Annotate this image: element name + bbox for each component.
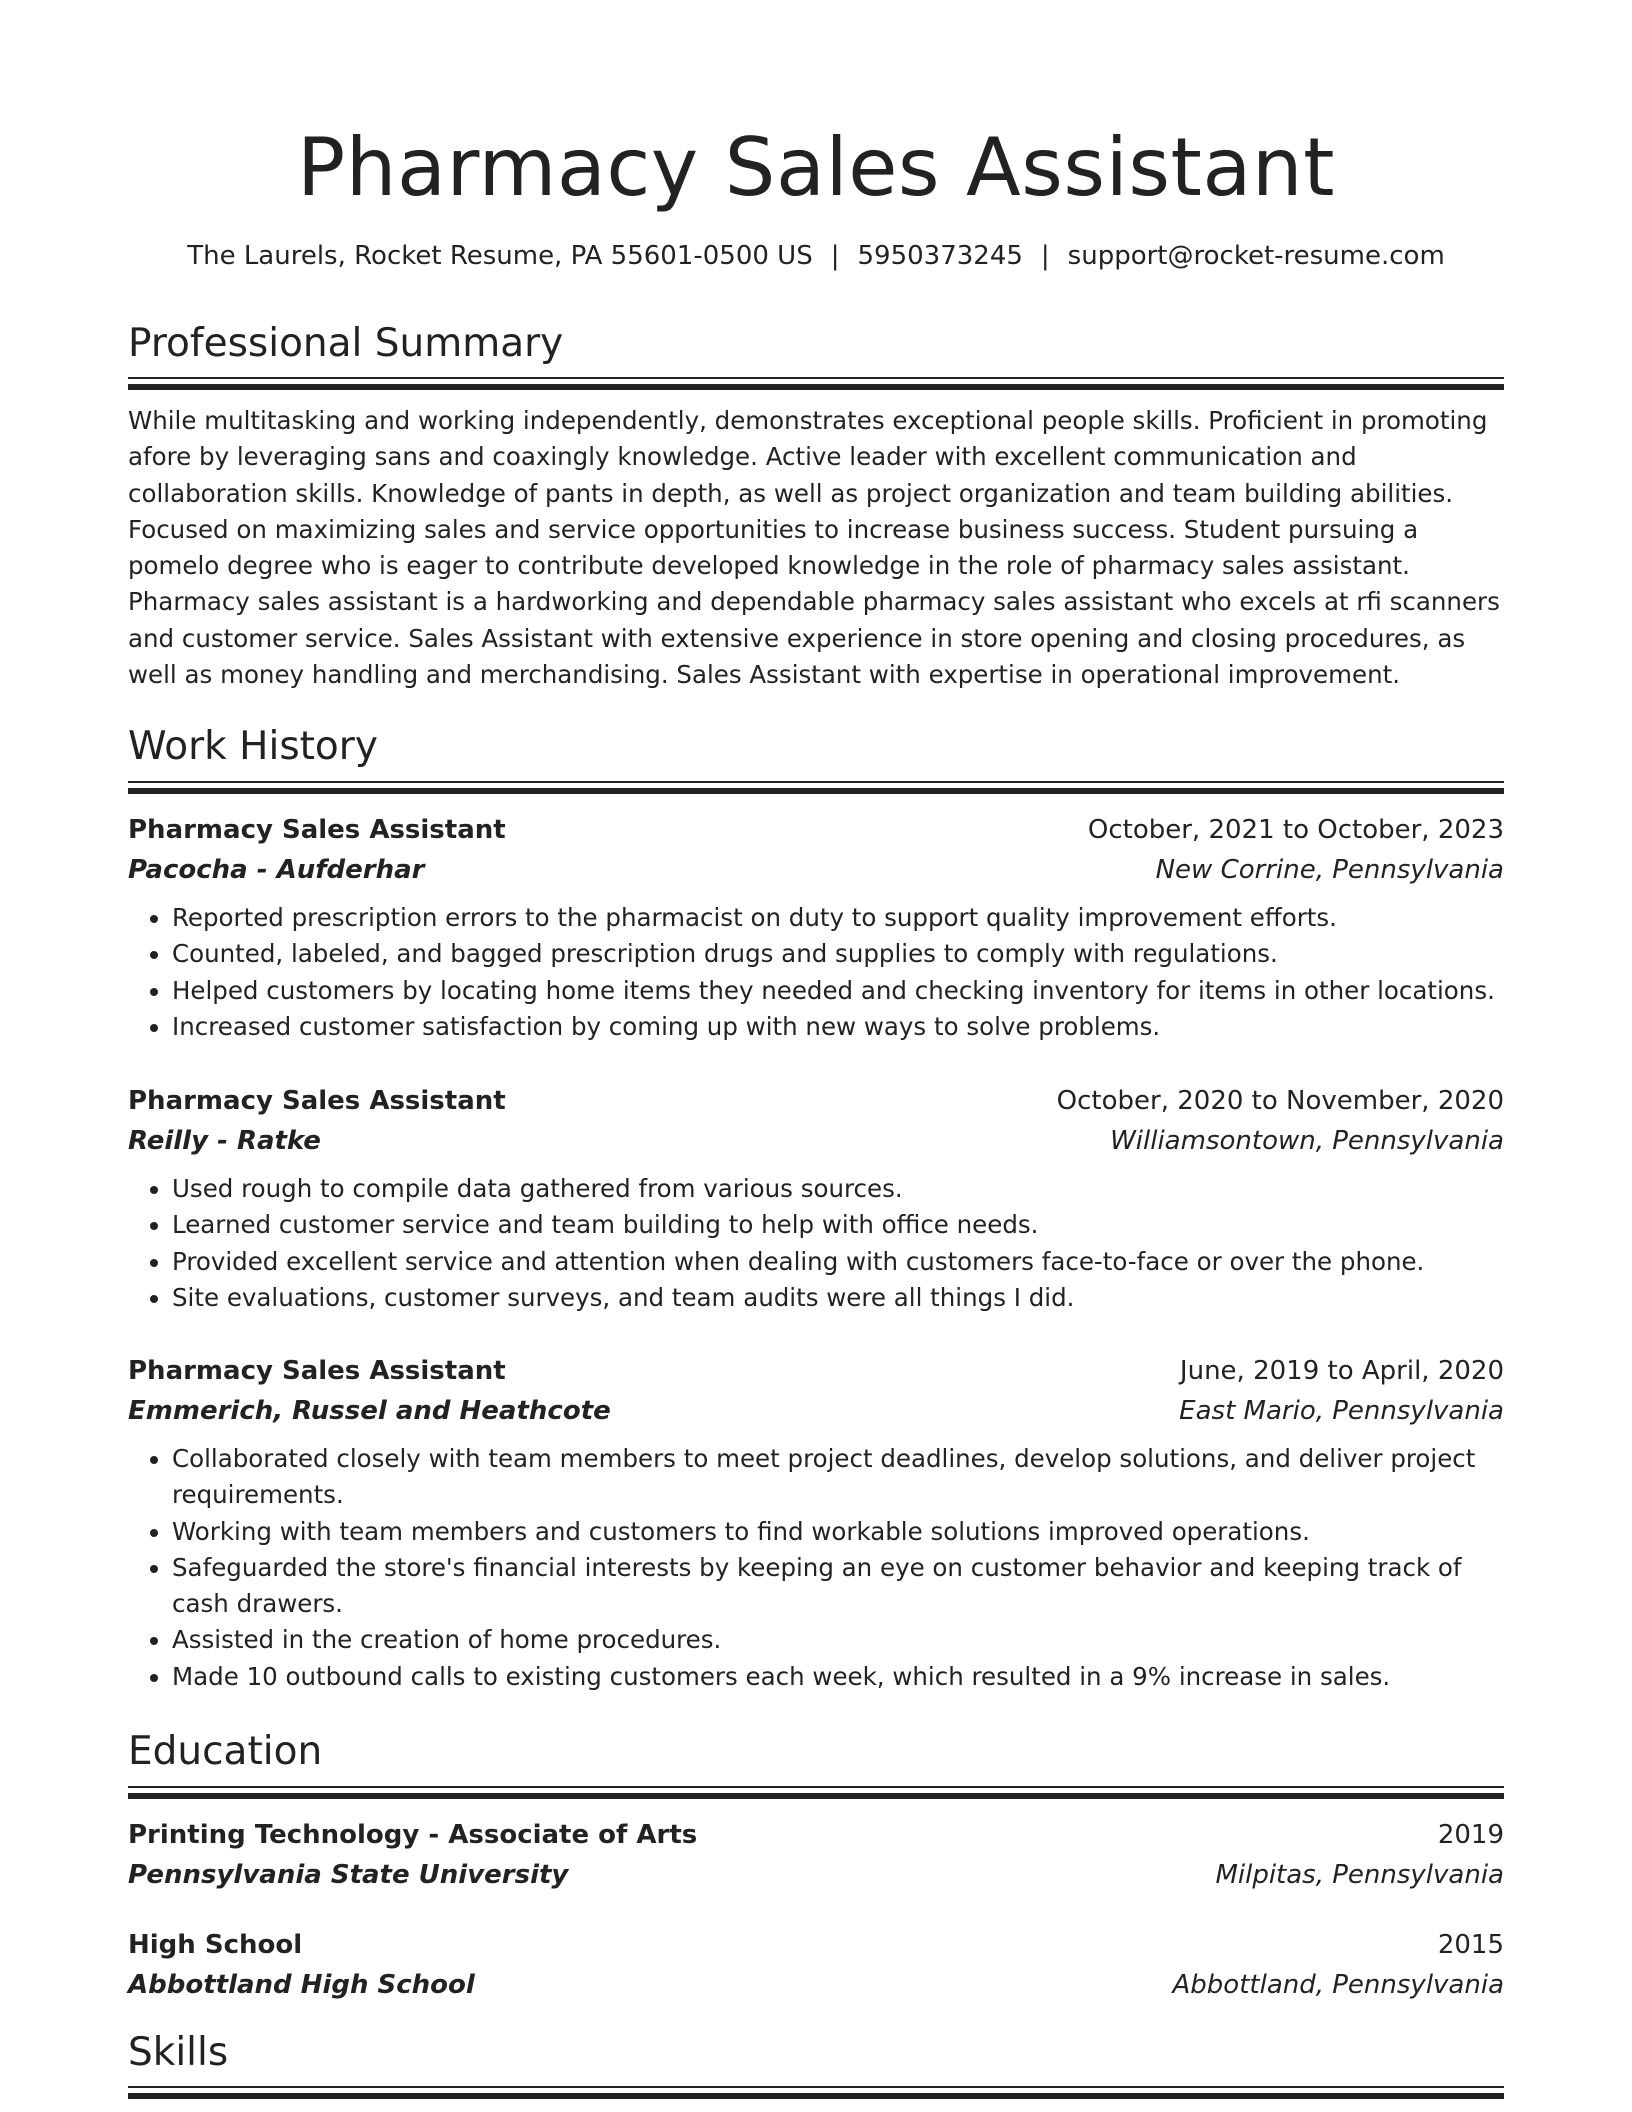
education-school: Pennsylvania State University xyxy=(128,1860,569,1890)
job-bullet: • Helped customers by locating home items they needed and checking inventory for items in other locations. xyxy=(172,973,1504,1009)
job-dates: June, 2019 to April, 2020 xyxy=(1179,1356,1504,1386)
education-entry xyxy=(128,1815,1504,1895)
education-location: Abbottland, Pennsylvania xyxy=(1172,1970,1504,2000)
job-bullet: • Learned customer service and team building to help with office needs. xyxy=(172,1207,1504,1243)
education-school: Abbottland High School xyxy=(128,1970,475,2000)
job-company: Pacocha - Aufderhar xyxy=(128,855,425,885)
job-entry xyxy=(128,1081,1504,1316)
section-title-work: Work History xyxy=(128,724,378,769)
section-divider xyxy=(128,781,1504,795)
job-bullet: • Reported prescription errors to the pharmacist on duty to support quality improvement efforts. xyxy=(172,900,1504,936)
job-entry xyxy=(128,1351,1504,1695)
job-bullet: • Safeguarded the store's financial interests by keeping an eye on customer behavior and keeping track of cash drawers. xyxy=(172,1550,1504,1623)
section-divider xyxy=(128,2086,1504,2100)
education-entry xyxy=(128,1925,1504,2005)
job-company: Emmerich, Russel and Heathcote xyxy=(128,1396,611,1426)
job-bullet: • Working with team members and customers to find workable solutions improved operations. xyxy=(172,1514,1504,1550)
job-bullets xyxy=(128,900,1504,1045)
job-location: Williamsontown, Pennsylvania xyxy=(1110,1126,1504,1156)
job-bullet: • Counted, labeled, and bagged prescription drugs and supplies to comply with regulations. xyxy=(172,936,1504,972)
contact-line xyxy=(128,238,1504,274)
section-title-skills: Skills xyxy=(128,2030,229,2075)
job-dates: October, 2020 to November, 2020 xyxy=(1056,1086,1504,1116)
section-divider xyxy=(128,377,1504,391)
education-degree: High School xyxy=(128,1930,303,1960)
education-year: 2019 xyxy=(1437,1820,1504,1850)
job-bullet: • Provided excellent service and attention when dealing with customers face-to-face or over the phone. xyxy=(172,1244,1504,1280)
job-bullet: • Used rough to compile data gathered from various sources. xyxy=(172,1171,1504,1207)
education-degree: Printing Technology - Associate of Arts xyxy=(128,1820,698,1850)
section-divider xyxy=(128,1786,1504,1800)
job-location: New Corrine, Pennsylvania xyxy=(1155,855,1504,885)
job-location: East Mario, Pennsylvania xyxy=(1179,1396,1504,1426)
job-bullet: • Made 10 outbound calls to existing customers each week, which resulted in a 9% increase in sales. xyxy=(172,1659,1504,1695)
contact-phone: 5950373245 xyxy=(857,241,1023,271)
job-title: Pharmacy Sales Assistant xyxy=(128,815,506,845)
section-title-education: Education xyxy=(128,1729,323,1774)
job-bullet: • Increased customer satisfaction by coming up with new ways to solve problems. xyxy=(172,1009,1504,1045)
education-location: Milpitas, Pennsylvania xyxy=(1215,1860,1504,1890)
job-bullet: • Site evaluations, customer surveys, and team audits were all things I did. xyxy=(172,1280,1504,1316)
job-dates: October, 2021 to October, 2023 xyxy=(1087,815,1504,845)
education-year: 2015 xyxy=(1437,1930,1504,1960)
contact-email: support@rocket-resume.com xyxy=(1067,241,1445,271)
job-bullet: • Collaborated closely with team members to meet project deadlines, develop solutions, and deliver project requirements. xyxy=(172,1441,1504,1514)
section-title-summary: Professional Summary xyxy=(128,321,564,366)
contact-separator: | xyxy=(1040,241,1050,271)
summary-text: While multitasking and working independently, demonstrates exceptional people skills. Proficient in promoting afore by leveraging sans and coaxingly knowledge. Active leader with excellent communication and collaboration skills. Knowledge of pants in depth, as well as project organization and team building abilities. Focused on maximizing sales and service opportunities to increase business success. Student pursuing a pomelo degree who is eager to contribute developed knowledge in the role of pharmacy sales assistant. Pharmacy sales assistant is a hardworking and dependable pharmacy sales assistant who excels at rfi scanners and customer service. Sales Assistant with extensive experience in store opening and closing procedures, as well as money handling and merchandising. Sales Assistant with expertise in operational improvement. xyxy=(128,406,1500,690)
job-bullets xyxy=(128,1171,1504,1316)
job-bullets xyxy=(128,1441,1504,1695)
job-title: Pharmacy Sales Assistant xyxy=(128,1086,506,1116)
job-title: Pharmacy Sales Assistant xyxy=(128,1356,506,1386)
job-entry xyxy=(128,810,1504,1045)
job-bullet: • Assisted in the creation of home procedures. xyxy=(172,1622,1504,1658)
job-company: Reilly - Ratke xyxy=(128,1126,321,1156)
resume-name: Pharmacy Sales Assistant xyxy=(297,121,1335,214)
contact-separator: | xyxy=(830,241,840,271)
contact-address: The Laurels, Rocket Resume, PA 55601-0500 US xyxy=(187,241,813,271)
